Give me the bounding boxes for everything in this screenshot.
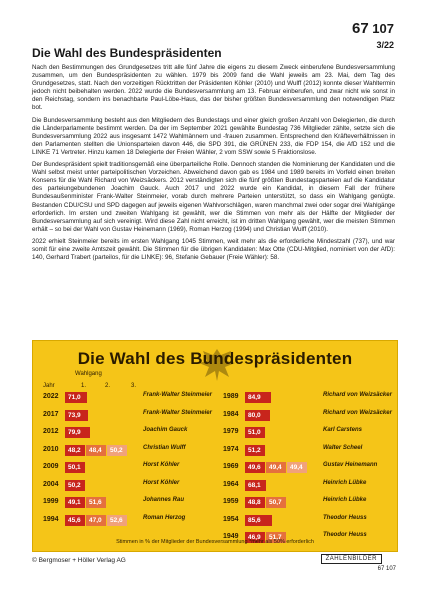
zahlenbilder-badge: ZAHLENBILDER	[321, 554, 382, 564]
bar-v1: 48,8	[245, 497, 265, 508]
bar-v2: 48,4	[86, 445, 106, 456]
row-candidate: Frank-Walter Steinmeier	[143, 409, 212, 416]
paragraph: Nach den Bestimmungen des Grundgesetzes tritt alle fünf Jahre die eigens zu diesem Zweck einberufene Bundesversammlung zusammen, um den Bundespräsidenten zu wählen. 1979 bis 2009 fand die Wahl jeweils am 23. Mai, dem Tag des Grundgesetzes, statt. Nach den vorzeitigen Rücktritten der Präsidenten Köhler (2010) und Wulff (2012) konnte dieser Wahltermin jedoch nicht beibehalten werden. 2022 wurde die Bundesversammlung am 13. Februar einberufen, und zwar nicht wie sonst in den Reichstag, sondern ins benachbarte Paul-Löbe-Haus, das der bisher größten Bundesversammlung den notwendigen Platz bot.	[32, 64, 395, 112]
page-footer	[32, 554, 396, 572]
row-candidate: Theodor Heuss	[323, 532, 367, 538]
bar-v3: 49,4	[287, 462, 307, 473]
paragraph: Der Bundespräsident spielt traditionsgemäß eine überparteiliche Rolle. Dennoch standen die Nominierung der Kandidaten und die Wahl selbst meist unter parteipolitischen Vorzeichen. Abweichend davon gab es 1984 und 1989 bereits im Vorfeld einen breiten Konsens für die Wahl Richard von Weizsäckers. 2012 verständigten sich die fünf größten Bundestagsparteien auf die Kandidatur des parteiungebundenen Joachim Gauck. Auch 2017 und 2022 wurde ein Kandidat, in diesem Fall der frühere Bundesaußenminister Frank-Walter Steinmeier, vorab durch mehrere Parteien unterstützt, so dass ein Wahlgang genügte. Bestanden CDU/CSU und SPD dagegen auf jeweils eigenen Wahlvorschlägen, waren manchmal zwei oder sogar drei Wahlgänge erforderlich. Im ersten und zweiten Wahlgang ist gewählt, wer die Stimmen von mehr als der Hälfte der Mitglieder der Bundesversammlung auf sich vereinigt. Wird diese Zahl nicht erreicht, ist im dritten Wahlgang gewählt, wer die meisten Stimmen erhält – so bei der Wahl von Gustav Heinemann (1969), Roman Herzog (1994) und Christian Wulff (2010).	[32, 161, 395, 233]
bar-v1: 45,6	[65, 515, 85, 526]
row-candidate: Richard von Weizsäcker	[323, 392, 392, 398]
row-candidate: Joachim Gauck	[143, 427, 188, 433]
row-candidate: Walter Scheel	[323, 444, 363, 451]
bar-v1: 50,2	[65, 480, 85, 491]
row-year: 2022	[43, 393, 59, 400]
row-candidate: Roman Herzog	[143, 514, 186, 521]
page-header	[32, 18, 394, 50]
chart-title: Die Wahl des Bundespräsidenten	[77, 349, 353, 368]
bar-v2: 49,4	[266, 462, 286, 473]
header-col-2: 2.	[105, 383, 111, 389]
row-candidate: Gustav Heinemann	[323, 462, 378, 468]
bar-v1: 50,1	[65, 462, 85, 473]
page-title: Die Wahl des Bundespräsidenten	[32, 46, 222, 60]
row-candidate: Frank-Walter Steinmeier	[143, 392, 212, 398]
page-code	[352, 20, 394, 37]
bar-v1: 51,0	[245, 427, 265, 438]
header-jahr: Jahr	[43, 383, 55, 389]
bar-v1: 80,0	[245, 410, 270, 421]
bar-v1: 68,1	[245, 480, 266, 491]
row-year: 1979	[223, 428, 239, 435]
row-candidate: Richard von Weizsäcker	[323, 409, 392, 416]
header-wahlgang: Wahlgang	[75, 371, 102, 377]
row-candidate: Heinrich Lübke	[323, 479, 367, 486]
row-year: 2012	[43, 428, 59, 435]
row-candidate: Horst Köhler	[143, 479, 180, 486]
row-candidate: Theodor Heuss	[323, 514, 367, 521]
row-candidate: Karl Carstens	[323, 427, 363, 433]
header-col-1: 1.	[81, 383, 87, 389]
row-year: 1964	[223, 480, 239, 488]
body-text	[32, 64, 395, 266]
bar-v1: 48,2	[65, 445, 85, 456]
bar-v1: 51,2	[245, 445, 265, 456]
row-candidate: Horst Köhler	[143, 462, 180, 468]
row-year: 1969	[223, 463, 239, 470]
bar-v1: 49,6	[245, 462, 265, 473]
copyright: © Bergmoser + Höller Verlag AG	[32, 557, 126, 564]
paragraph: 2022 erhielt Steinmeier bereits im ersten Wahlgang 1045 Stimmen, weit mehr als die erforderliche Mindestzahl (737), und war somit für eine zweite Amtszeit gewählt. Die Stimmen für die übrigen Kandidaten: Max Otte (CDU-Mitglied, nominiert von der AfD): 140, Gerhard Trabert (parteilos, für die LINKE): 96, Stefanie Gebauer (Freie Wähler): 58.	[32, 237, 395, 262]
code-sub-a: 107	[372, 21, 394, 36]
bar-v1: 49,1	[65, 497, 85, 508]
code-main: 67	[351, 20, 369, 37]
bar-v2: 47,0	[86, 515, 106, 526]
row-year: 1984	[223, 410, 239, 418]
footer-number: 67 107	[377, 566, 396, 572]
bar-v3: 50,2	[107, 445, 127, 456]
election-chart	[32, 340, 398, 552]
row-year: 2009	[43, 463, 59, 470]
header-col-3: 3.	[131, 383, 137, 389]
bar-v2: 50,7	[266, 497, 286, 508]
row-year: 2004	[43, 480, 59, 488]
row-year: 1989	[223, 393, 239, 400]
bar-v3: 52,6	[107, 515, 127, 526]
row-year: 1949	[223, 533, 239, 540]
row-year: 2010	[43, 445, 59, 453]
edition-code: 3/22	[376, 40, 394, 50]
bar-v2: 51,6	[86, 497, 106, 508]
row-year: 1959	[223, 498, 239, 505]
row-candidate: Heinrich Lübke	[323, 497, 367, 503]
row-year: 1994	[43, 515, 59, 523]
row-year: 1999	[43, 498, 59, 505]
bar-v1: 71,0	[65, 392, 87, 403]
bar-v1: 79,9	[65, 427, 90, 438]
row-candidate: Christian Wulff	[143, 444, 186, 451]
chart-footnote: Stimmen in % der Mitglieder der Bundesversammlung *mehr als 50% erforderlich	[116, 539, 314, 545]
bar-v2: 51,7	[266, 532, 286, 543]
paragraph: Die Bundesversammlung besteht aus den Mitgliedern des Bundestags und einer gleich großen Anzahl von Delegierten, die durch die Länderparlamente bestimmt werden. Da der im September 2021 gewählte Bundestag 736 Mitglieder zählte, setzte sich die Bundesversammlung 2022 aus insgesamt 1472 Wahlmännern und -frauen zusammen. Entsprechend den Kräfteverhältnissen in den Parlamenten stellten die Unionsparteien davon 446, die SPD 391, die GRÜNEN 233, die FDP 154, die AfD 152 und die LINKE 71 Vertreter. Hinzu kamen 18 Delegierte der Freien Wähler, 2 vom SSW sowie 5 Fraktionslose.	[32, 116, 395, 156]
row-year: 1974	[223, 445, 239, 453]
row-candidate: Johannes Rau	[143, 497, 185, 503]
row-year: 1954	[223, 515, 239, 523]
bar-v1: 85,6	[245, 515, 272, 526]
bar-v1: 46,9	[245, 532, 265, 543]
bar-v1: 84,9	[245, 392, 271, 403]
bar-v1: 73,9	[65, 410, 88, 421]
row-year: 2017	[43, 410, 59, 418]
